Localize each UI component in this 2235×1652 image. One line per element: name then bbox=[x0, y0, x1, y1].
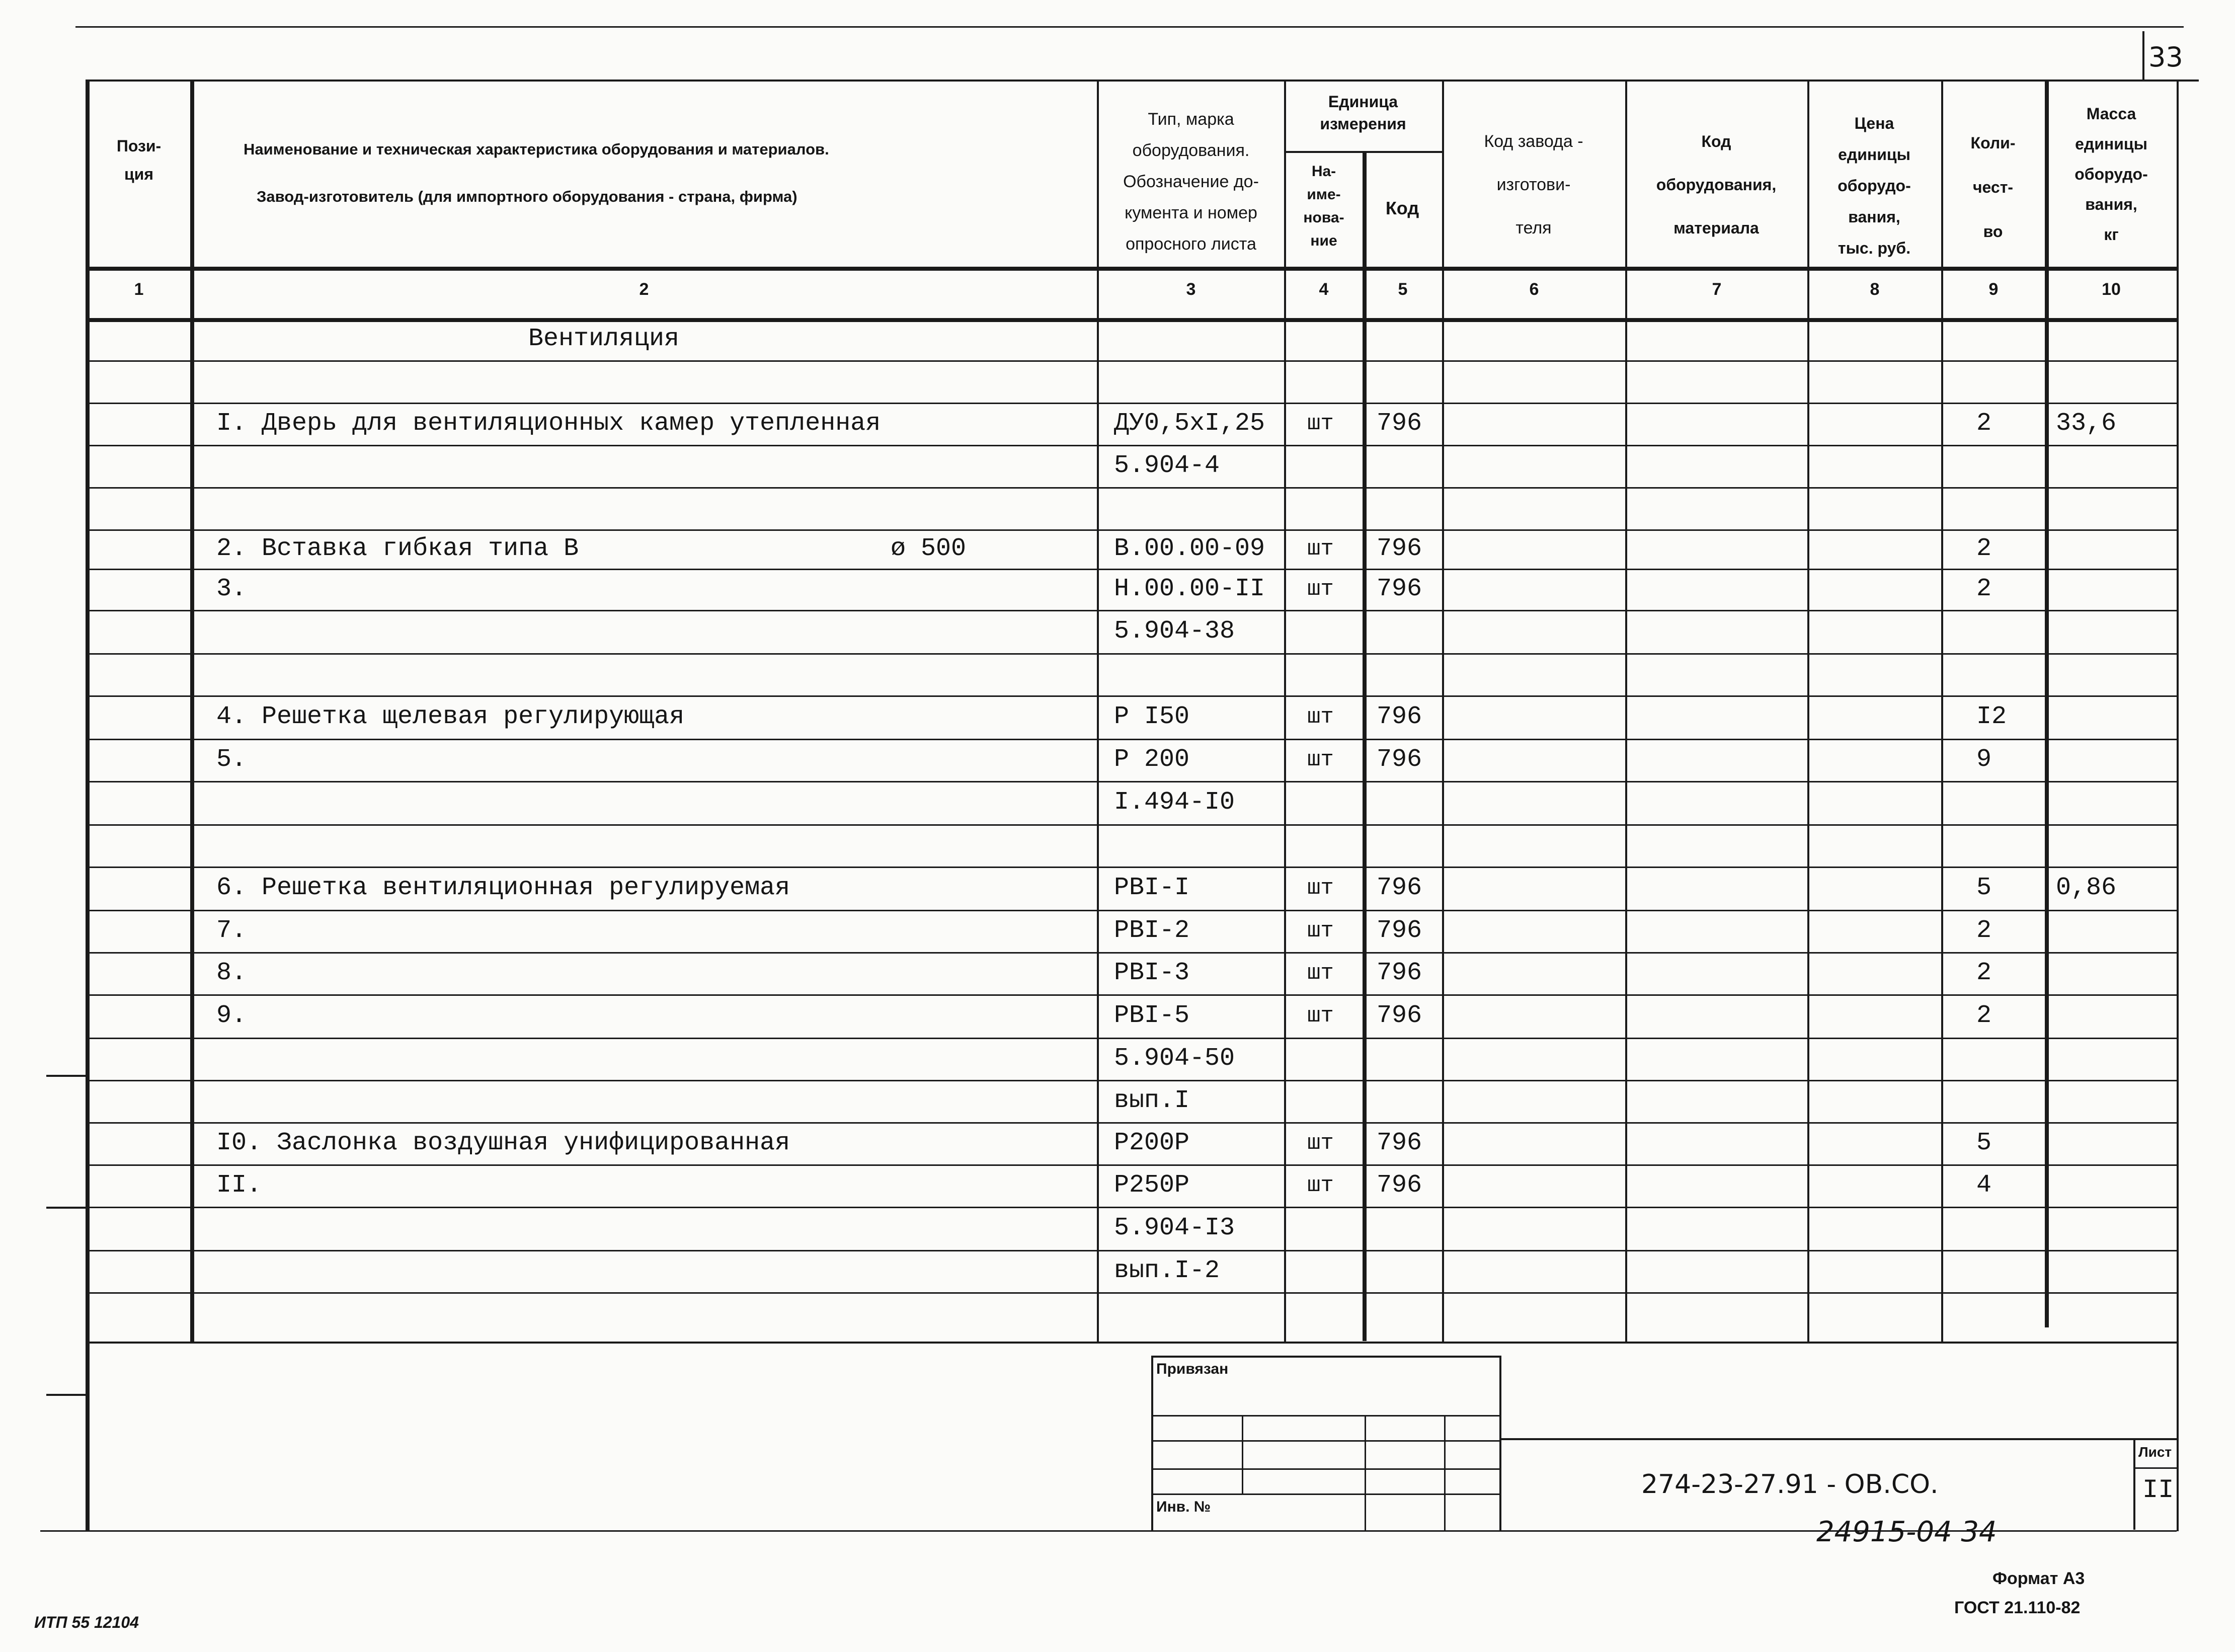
cell-qty: 2 bbox=[1976, 575, 1992, 603]
margin-tick-1 bbox=[46, 1075, 86, 1077]
cell-unit: шт bbox=[1307, 1131, 1334, 1156]
units-subheader-line bbox=[1284, 151, 1442, 153]
stamp-inv-label: Инв. № bbox=[1156, 1499, 1211, 1515]
cell-mass: 0,86 bbox=[2056, 874, 2117, 902]
cell-type: Р 200 bbox=[1114, 745, 1190, 774]
page-number-box-left bbox=[2142, 31, 2144, 82]
cell-qty: I2 bbox=[1976, 702, 2007, 731]
row-separator bbox=[86, 1038, 2177, 1039]
cell-name: 4. Решетка щелевая регулирующая bbox=[216, 702, 685, 731]
cell-unit: шт bbox=[1307, 876, 1334, 901]
cell-unit: шт bbox=[1307, 536, 1334, 562]
row-separator bbox=[86, 1250, 2177, 1251]
row-separator bbox=[86, 529, 2177, 531]
row-separator bbox=[86, 403, 2177, 404]
column-number-4: 4 bbox=[1319, 280, 1329, 299]
header-unit-name-line3: нова- bbox=[1303, 209, 1344, 226]
cell-type: В.00.00-09 bbox=[1114, 534, 1265, 563]
row-separator bbox=[86, 1122, 2177, 1124]
sheet-box-mid bbox=[2133, 1467, 2177, 1469]
cell-name: 6. Решетка вентиляционная регулируемая bbox=[216, 874, 790, 902]
cell-name: 2. Вставка гибкая типа В bbox=[216, 534, 579, 563]
cell-qty: 2 bbox=[1976, 1001, 1992, 1030]
column-numbers-bottom-line bbox=[86, 318, 2177, 322]
col5-left-border bbox=[1363, 151, 1367, 1341]
header-price-line5: тыс. руб. bbox=[1838, 239, 1911, 257]
cell-type: РВI-2 bbox=[1114, 916, 1190, 945]
margin-tick-2 bbox=[46, 1207, 86, 1209]
cell-name: I0. Заслонка воздушная унифицированная bbox=[216, 1129, 790, 1157]
cell-type: 5.904-4 bbox=[1114, 451, 1220, 480]
cell-unit: шт bbox=[1307, 411, 1334, 436]
cell-type: вып.I-2 bbox=[1114, 1256, 1220, 1285]
stamp-right bbox=[1499, 1356, 1501, 1531]
cell-code: 796 bbox=[1377, 409, 1422, 438]
header-position-line1: Пози- bbox=[116, 137, 162, 155]
row-separator bbox=[86, 994, 2177, 996]
gost-label: ГОСТ 21.110-82 bbox=[1954, 1598, 2081, 1617]
cell-code: 796 bbox=[1377, 874, 1422, 902]
stamp-row-2 bbox=[1151, 1440, 1499, 1442]
row-separator bbox=[86, 695, 2177, 697]
header-type-line1: Тип, марка bbox=[1148, 110, 1234, 129]
cell-name: II. bbox=[216, 1171, 262, 1200]
cell-qty: 5 bbox=[1976, 874, 1992, 902]
table-right-border bbox=[2177, 80, 2179, 1531]
cell-code: 796 bbox=[1377, 1171, 1422, 1200]
header-factory-code-line1: Код завода - bbox=[1484, 132, 1583, 151]
doc-code: 274-23-27.91 - ОВ.СО. bbox=[1641, 1469, 1939, 1500]
row-separator bbox=[86, 1292, 2177, 1294]
sheet-label: Лист bbox=[2138, 1444, 2172, 1460]
row-separator bbox=[86, 653, 2177, 655]
sheet-number: II bbox=[2142, 1475, 2174, 1505]
cell-type: РВI-3 bbox=[1114, 959, 1190, 987]
row-separator bbox=[86, 781, 2177, 782]
page-number: 33 bbox=[2148, 41, 2183, 73]
stamp-col-1 bbox=[1242, 1415, 1243, 1493]
header-mass-line4: вания, bbox=[2085, 195, 2137, 213]
header-name-line1: Наименование и техническая характеристика оборудования и материалов. bbox=[244, 140, 829, 158]
column-number-8: 8 bbox=[1870, 280, 1880, 299]
cell-type: 5.904-I3 bbox=[1114, 1214, 1235, 1242]
row-separator bbox=[86, 910, 2177, 911]
row-separator bbox=[86, 1207, 2177, 1208]
header-type-line2: оборудования. bbox=[1132, 141, 1250, 160]
header-equipment-code bbox=[1627, 120, 1805, 250]
column-number-1: 1 bbox=[134, 280, 144, 299]
header-type-line5: опросного листа bbox=[1126, 234, 1256, 254]
row-separator bbox=[86, 867, 2177, 868]
row-separator bbox=[86, 445, 2177, 446]
cell-name: 3. bbox=[216, 575, 247, 603]
header-unit-code: Код bbox=[1385, 198, 1419, 218]
margin-tick-3 bbox=[46, 1394, 86, 1396]
column-number-9: 9 bbox=[1988, 280, 1999, 299]
header-unit-line2: измерения bbox=[1320, 115, 1406, 133]
row-separator bbox=[86, 487, 2177, 489]
header-name bbox=[244, 126, 1089, 220]
header-unit bbox=[1286, 91, 1440, 135]
sheet-box-left bbox=[2133, 1438, 2135, 1530]
cell-type: 5.904-38 bbox=[1114, 617, 1235, 646]
stamp-row-3 bbox=[1151, 1468, 1499, 1470]
format-label: Формат А3 bbox=[1992, 1569, 2085, 1588]
row-separator bbox=[86, 952, 2177, 954]
header-type-line3: Обозначение до- bbox=[1123, 172, 1259, 191]
header-quantity bbox=[1943, 121, 2043, 254]
table-top-border bbox=[86, 80, 2199, 82]
cell-qty: 5 bbox=[1976, 1129, 1992, 1157]
cell-type: Р200Р bbox=[1114, 1129, 1190, 1157]
header-equipment-code-line2: оборудования, bbox=[1656, 176, 1777, 194]
cell-qty: 2 bbox=[1976, 959, 1992, 987]
column-number-6: 6 bbox=[1529, 280, 1539, 299]
cell-code: 796 bbox=[1377, 916, 1422, 945]
column-number-10: 10 bbox=[2102, 280, 2121, 299]
header-price-line3: оборудо- bbox=[1838, 177, 1911, 195]
stamp-row-1 bbox=[1151, 1415, 1499, 1417]
header-type bbox=[1100, 104, 1282, 260]
cell-name: 7. bbox=[216, 916, 247, 945]
row-separator bbox=[86, 360, 2177, 362]
cell-mass: 33,6 bbox=[2056, 409, 2117, 438]
header-quantity-line3: во bbox=[1983, 222, 2003, 241]
header-mass bbox=[2047, 99, 2176, 250]
cell-code: 796 bbox=[1377, 1001, 1422, 1030]
cell-name: 5. bbox=[216, 745, 247, 774]
column-number-2: 2 bbox=[639, 280, 649, 299]
cell-unit: шт bbox=[1307, 1173, 1334, 1198]
header-unit-name-line1: На- bbox=[1311, 163, 1336, 180]
cell-code: 796 bbox=[1377, 534, 1422, 563]
row-separator bbox=[86, 1080, 2177, 1081]
cell-unit: шт bbox=[1307, 1003, 1334, 1029]
cell-code: 796 bbox=[1377, 959, 1422, 987]
header-mass-line5: кг bbox=[2104, 225, 2119, 244]
cell-type: ДУ0,5хI,25 bbox=[1114, 409, 1265, 438]
cell-type: Р250Р bbox=[1114, 1171, 1190, 1200]
header-quantity-line1: Коли- bbox=[1970, 134, 2016, 152]
stamp-top bbox=[1151, 1356, 1501, 1358]
cell-type: Р I50 bbox=[1114, 702, 1190, 731]
doc-code-top bbox=[1499, 1438, 2177, 1440]
stamp-col-3 bbox=[1444, 1415, 1446, 1531]
header-position bbox=[90, 132, 188, 188]
header-factory-code-line3: теля bbox=[1515, 218, 1552, 238]
header-type-line4: кумента и номер bbox=[1125, 203, 1257, 222]
row-separator bbox=[86, 569, 2177, 570]
header-position-line2: ция bbox=[124, 165, 153, 183]
stamp-bound-label: Привязан bbox=[1156, 1361, 1229, 1377]
cell-qty: 2 bbox=[1976, 916, 1992, 945]
header-price-line2: единицы bbox=[1838, 145, 1910, 164]
cell-name: I. Дверь для вентиляционных камер утепленная bbox=[216, 409, 881, 438]
cell-name: 8. bbox=[216, 959, 247, 987]
cell-qty: 2 bbox=[1976, 409, 1992, 438]
row-separator bbox=[86, 824, 2177, 826]
handwritten-number: 24915-04 34 bbox=[1816, 1516, 1997, 1548]
header-price-line4: вания, bbox=[1848, 208, 1900, 226]
stamp-col-2 bbox=[1365, 1415, 1366, 1531]
header-bottom-line bbox=[86, 267, 2177, 271]
cell-qty: 2 bbox=[1976, 534, 1992, 563]
cell-qty: 9 bbox=[1976, 745, 1992, 774]
cell-code: 796 bbox=[1377, 575, 1422, 603]
column-number-7: 7 bbox=[1712, 280, 1722, 299]
cell-type: РВI-I bbox=[1114, 874, 1190, 902]
cell-type: РВI-5 bbox=[1114, 1001, 1190, 1030]
header-unit-name-line2: име- bbox=[1307, 186, 1341, 203]
header-name-line2: Завод-изготовитель (для импортного оборудования - страна, фирма) bbox=[257, 188, 797, 205]
row-separator bbox=[86, 1164, 2177, 1166]
top-rule bbox=[75, 26, 2184, 28]
column-number-3: 3 bbox=[1186, 280, 1196, 299]
cell-unit: шт bbox=[1307, 704, 1334, 730]
cell-name: 9. bbox=[216, 1001, 247, 1030]
cell-unit: шт bbox=[1307, 961, 1334, 986]
header-mass-line3: оборудо- bbox=[2074, 165, 2148, 183]
cell-unit: шт bbox=[1307, 918, 1334, 943]
header-unit-name-line4: ние bbox=[1310, 232, 1337, 249]
header-quantity-line2: чест- bbox=[1972, 178, 2014, 196]
itp-label: ИТП 55 12104 bbox=[34, 1613, 139, 1631]
stamp-left bbox=[1151, 1356, 1153, 1531]
header-price bbox=[1809, 108, 1939, 264]
cell-unit: шт bbox=[1307, 577, 1334, 602]
header-mass-line2: единицы bbox=[2075, 135, 2147, 153]
row-separator bbox=[86, 610, 2177, 611]
header-price-line1: Цена bbox=[1854, 114, 1894, 132]
stamp-row-4 bbox=[1151, 1493, 1499, 1495]
cell-type: Н.00.00-II bbox=[1114, 575, 1265, 603]
cell-code: 796 bbox=[1377, 745, 1422, 774]
header-factory-code-line2: изготови- bbox=[1496, 175, 1571, 194]
header-unit-line1: Единица bbox=[1328, 93, 1398, 111]
table-left-border bbox=[86, 80, 90, 1530]
cell-unit: шт bbox=[1307, 747, 1334, 772]
diameter-note: ø 500 bbox=[891, 534, 967, 563]
header-unit-name bbox=[1286, 160, 1362, 253]
cell-qty: 4 bbox=[1976, 1171, 1992, 1200]
cell-code: 796 bbox=[1377, 702, 1422, 731]
header-mass-line1: Масса bbox=[2086, 105, 2136, 123]
table-bottom-line bbox=[86, 1342, 2177, 1344]
column-number-5: 5 bbox=[1398, 280, 1408, 299]
cell-code: 796 bbox=[1377, 1129, 1422, 1157]
header-equipment-code-line1: Код bbox=[1701, 132, 1731, 150]
cell-type: вып.I bbox=[1114, 1086, 1190, 1115]
header-factory-code bbox=[1444, 120, 1623, 250]
row-separator bbox=[86, 739, 2177, 740]
cell-type: I.494-I0 bbox=[1114, 788, 1235, 817]
cell-name: Вентиляция bbox=[528, 325, 680, 353]
header-equipment-code-line3: материала bbox=[1673, 219, 1759, 237]
cell-type: 5.904-50 bbox=[1114, 1044, 1235, 1073]
